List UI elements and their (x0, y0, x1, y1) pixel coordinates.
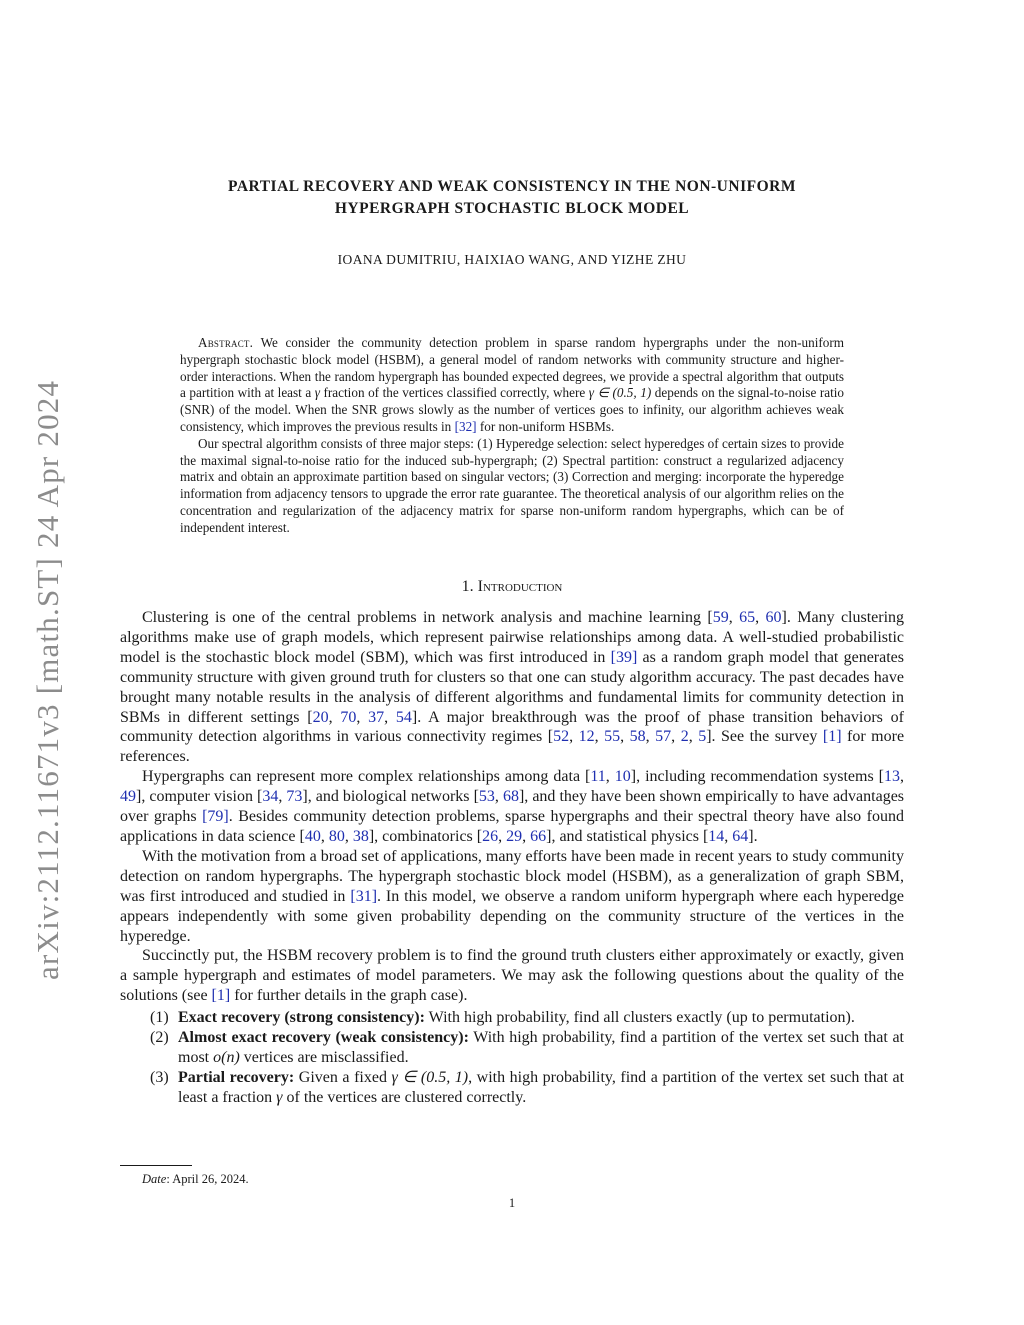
citation-link[interactable]: 57 (655, 728, 672, 746)
citation-link[interactable]: 12 (578, 728, 595, 746)
citation-link[interactable]: 38 (352, 827, 369, 845)
citation-link[interactable]: 53 (478, 788, 495, 806)
citation-link[interactable]: 37 (368, 708, 385, 726)
citation-link[interactable]: 49 (120, 788, 136, 806)
citation-link[interactable]: 2 (680, 728, 689, 746)
intro-paragraph-2: Hypergraphs can represent more complex relationships among data [11, 10], including recommendation systems [13, 49], computer vision [34, 73], and biological networks [53, 68], and they have been shown empirically to have advantages over graphs [79]. Besides community detection problems, sparse hypergraphs and their spectral theory have also found applications in data science [40, 80, 38], combinatorics [26, 29, 66], and statistical physics [14, 64]. (120, 768, 905, 845)
citation-link[interactable]: [39] (610, 648, 638, 666)
list-item-number: (1) (150, 1009, 169, 1027)
list-item: (2) Almost exact recovery (weak consistency): With high probability, find a partition of the vertex set such that at most o(n) vertices are misclassified. (150, 1029, 905, 1066)
intro-paragraph-3: With the motivation from a broad set of applications, many efforts have been made in recent years to study community detection on random hypergraphs. The hypergraph stochastic block model (HSBM), as a generalization of graph SBM, was first introduced and studied in [31]. In this model, we observe a random uniform hypergraph where each hyperedge appears independently with some given probability depending on the community structure of the vertices in the hyperedge. (120, 847, 905, 945)
citation-link[interactable]: [1] (822, 728, 842, 746)
title-line-2: HYPERGRAPH STOCHASTIC BLOCK MODEL (334, 200, 690, 217)
list-item: (3) Partial recovery: Given a fixed γ ∈ (0.5, 1), with high probability, find a partition of the vertex set such that at least a fraction γ of the vertices are clustered correctly. (150, 1068, 905, 1106)
citation-link[interactable]: 70 (340, 708, 357, 726)
math-gamma-range: γ ∈ (0.5, 1) (588, 385, 652, 401)
citation-link[interactable]: 54 (395, 708, 412, 726)
list-item-number: (2) (150, 1029, 169, 1047)
arxiv-identifier-stamp: arXiv:2112.11671v3 [math.ST] 24 Apr 2024 (30, 379, 65, 980)
citation-link[interactable]: 34 (262, 788, 279, 806)
citation-link[interactable]: 59 (712, 609, 729, 626)
citation-link[interactable]: [32] (454, 418, 477, 434)
list-item-term: Almost exact recovery (weak consistency): (178, 1029, 469, 1047)
citation-link[interactable]: 26 (482, 827, 499, 845)
list-item: (1) Exact recovery (strong consistency): With high probability, find all clusters exactly (up to permutation). (150, 1009, 855, 1027)
list-item-number: (3) (150, 1068, 169, 1086)
citation-link[interactable]: 40 (304, 827, 321, 845)
abstract-label: Abstract. (198, 335, 254, 350)
abstract-paragraph-1: Abstract. We consider the community detection problem in sparse random hypergraphs under the non-uniform hypergraph stochastic block model (HSBM), a general model of random networks with community structure and higher-order interactions. When the random hypergraph has bounded expected degrees, we provide a spectral algorithm that outputs a partition with at least a γ fraction of the vertices classified correctly, where γ ∈ (0.5, 1) depends on the signal-to-noise ratio (SNR) of the model. When the SNR grows slowly as the number of vertices goes to infinity, our algorithm achieves weak consistency, which improves the previous results in [32] for non-uniform HSBMs. (180, 335, 845, 434)
citation-link[interactable]: 73 (286, 788, 303, 806)
introduction-body (120, 608, 904, 1108)
math-gamma: γ (276, 1088, 283, 1106)
citation-link[interactable]: 13 (884, 768, 901, 786)
citation-link[interactable]: 80 (328, 827, 345, 845)
citation-link[interactable]: [31] (350, 887, 378, 905)
citation-link[interactable]: [79] (202, 808, 229, 826)
intro-paragraph-4: Succinctly put, the HSBM recovery problem is to find the ground truth clusters either approximately or exactly, given a sample hypergraph and estimates of model parameters. We may ask the following questions about the quality of the solutions (see [1] for further details in the graph case). (120, 947, 904, 1005)
citation-link[interactable]: 52 (553, 728, 570, 746)
citation-link[interactable]: 5 (698, 728, 707, 746)
citation-link[interactable]: 64 (732, 827, 749, 845)
citation-link[interactable]: 10 (614, 768, 631, 786)
author-list: IOANA DUMITRIU, HAIXIAO WANG, AND YIZHE ZHU (337, 252, 687, 267)
abstract (180, 335, 844, 537)
footnote-label: Date (142, 1172, 167, 1186)
list-item-term: Exact recovery (strong consistency): (178, 1009, 425, 1027)
citation-link[interactable]: 29 (506, 827, 523, 845)
intro-paragraph-1: Clustering is one of the central problems in network analysis and machine learning [59, 65, 60]. Many clustering algorithms make use of graph models, which represent pairwise relationships among data. A well-studied probabilistic model is the stochastic block model (SBM), which was first introduced in [39] as a random graph model that generates community structure with given ground truth for clusters so that one can study algorithm accuracy. The past decades have brought many notable results in the analysis of different algorithms and fundamental limits for community detection in SBMs in different settings [20, 70, 37, 54]. A major breakthrough was the proof of phase transition behaviors of community detection algorithms in various connectivity regimes [52, 12, 55, 58, 57, 2, 5]. See the survey [1] for more references. (120, 609, 905, 766)
citation-link[interactable]: 11 (590, 768, 606, 786)
list-item-term: Partial recovery: (178, 1068, 295, 1086)
paper-title (100, 176, 924, 220)
citation-link[interactable]: 66 (530, 827, 547, 845)
footnote-divider (120, 1165, 192, 1166)
citation-link[interactable]: 65 (739, 609, 756, 626)
section-heading-introduction: 1. Introduction (461, 578, 563, 595)
date-footnote: Date: April 26, 2024. (142, 1172, 249, 1186)
abstract-paragraph-2: Our spectral algorithm consists of three major steps: (1) Hyperedge selection: select hyperedges of certain sizes to provide the maximal signal-to-noise ratio for the induced sub-hypergraph; (2) Spectral partition: construct a regularized adjacency matrix and obtain an approximate partition based on singular vectors; (3) Correction and merging: incorporate the hyperedge information from adjacency tensors to upgrade the error rate guarantee. The theoretical analysis of our algorithm relies on the concentration and regularization of the adjacency matrix for sparse non-uniform random hypergraphs, which can be of independent interest. (180, 435, 844, 535)
citation-link[interactable]: 55 (604, 728, 621, 746)
citation-link[interactable]: 58 (629, 728, 646, 746)
citation-link[interactable]: 68 (502, 788, 519, 806)
citation-link[interactable]: [1] (211, 987, 231, 1005)
title-line-1: PARTIAL RECOVERY AND WEAK CONSISTENCY IN THE NON-UNIFORM (228, 178, 796, 195)
citation-link[interactable]: 60 (765, 609, 782, 626)
citation-link[interactable]: 20 (312, 708, 329, 726)
page-number: 1 (508, 1196, 516, 1210)
math-o-n: o(n) (213, 1048, 240, 1066)
math-gamma-range: γ ∈ (0.5, 1) (391, 1068, 469, 1086)
recovery-questions-list (120, 1008, 904, 1108)
math-gamma: γ (314, 385, 320, 401)
citation-link[interactable]: 14 (708, 827, 725, 845)
